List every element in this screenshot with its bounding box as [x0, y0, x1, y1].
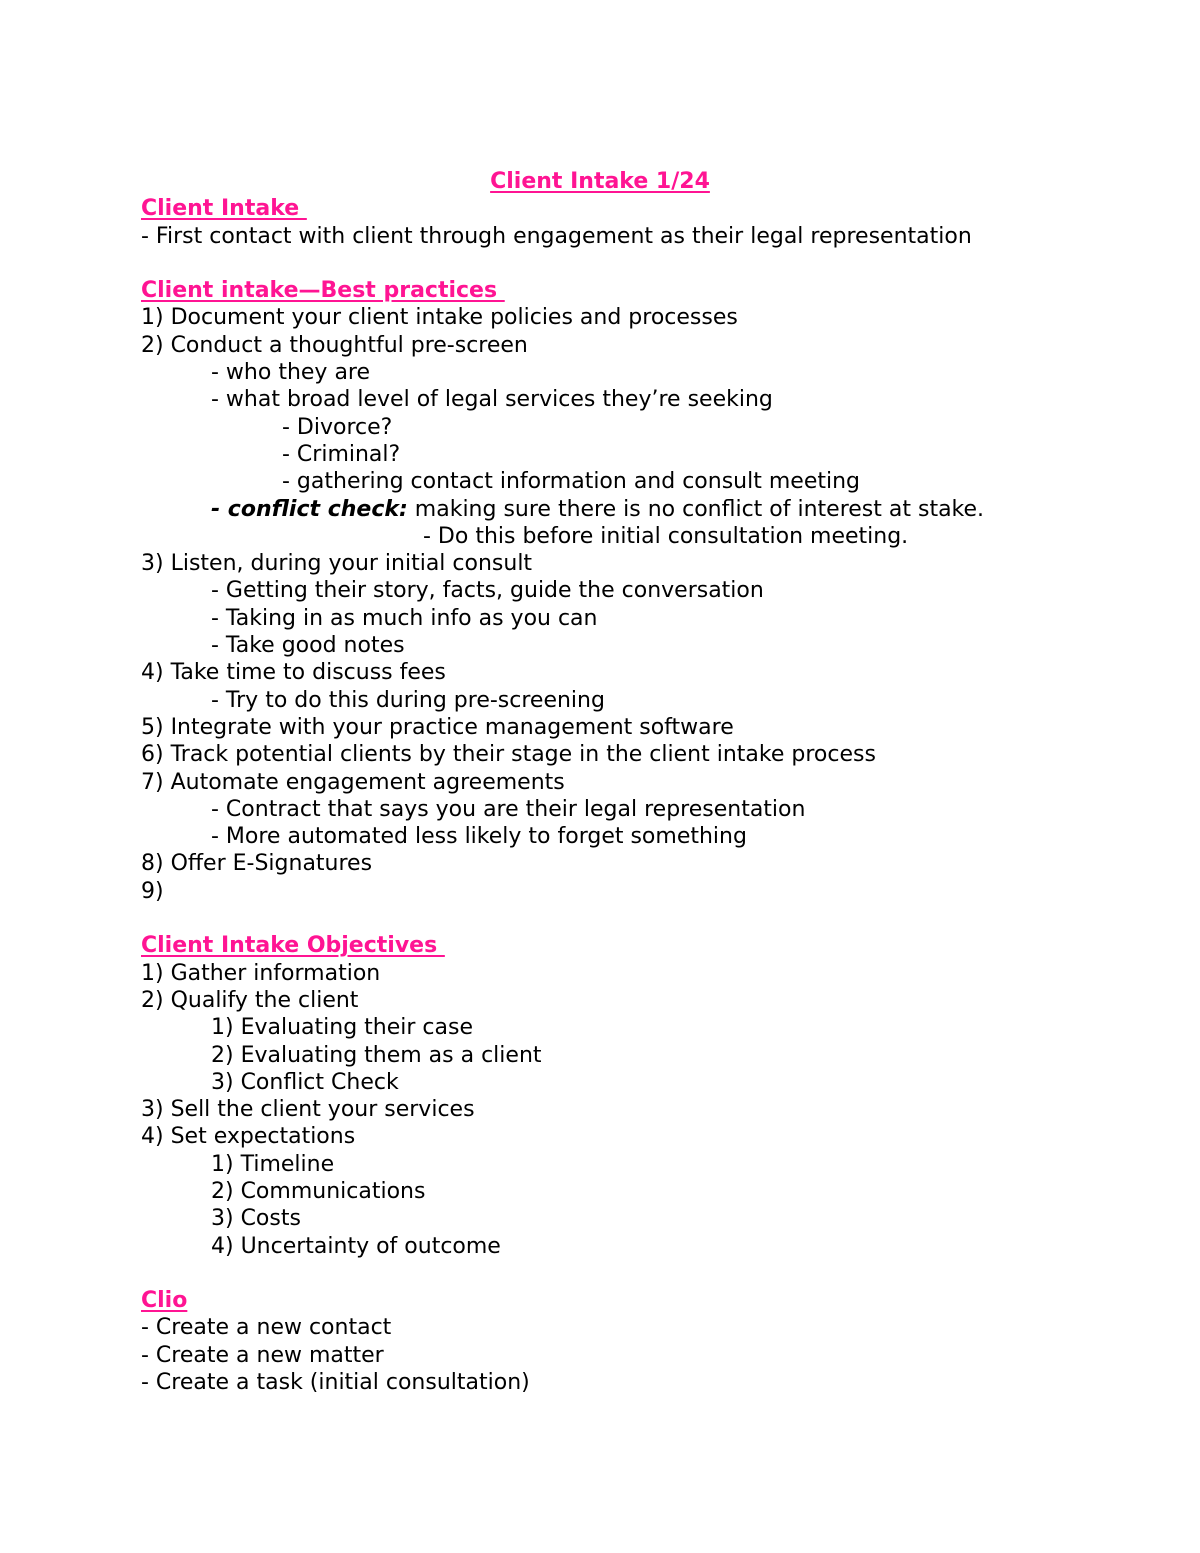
list-item: - Do this before initial consultation meeting. [423, 523, 909, 549]
spacer [141, 1260, 1100, 1287]
list-item: - what broad level of legal services they’re seeking [211, 387, 773, 413]
page-title: Client Intake 1/24 [490, 169, 710, 194]
list-item: - gathering contact information and consult meeting [282, 469, 860, 495]
section-heading-client-intake: Client Intake [141, 196, 307, 222]
list-item: 2) Communications [211, 1178, 426, 1204]
list-item: 5) Integrate with your practice management software [141, 714, 734, 740]
list-item: - First contact with client through engagement as their legal representation [141, 223, 972, 249]
list-item: 4) Uncertainty of outcome [211, 1233, 501, 1259]
list-item: 3) Sell the client your services [141, 1097, 475, 1123]
spacer [141, 250, 1100, 277]
list-item: 1) Timeline [211, 1151, 335, 1177]
section-heading-best-practices: Client intake—Best practices [141, 278, 505, 304]
list-item: 3) Conflict Check [211, 1069, 399, 1095]
list-item: 3) Listen, during your initial consult [141, 551, 533, 577]
list-item: - Getting their story, facts, guide the conversation [211, 578, 764, 604]
section-heading-clio: Clio [141, 1288, 188, 1314]
list-item: 4) Set expectations [141, 1124, 356, 1150]
list-item: 8) Offer E-Signatures [141, 851, 373, 877]
spacer [141, 905, 1100, 932]
list-item: 1) Evaluating their case [211, 1015, 473, 1041]
list-item: 6) Track potential clients by their stage in the client intake process [141, 742, 876, 768]
list-item: 7) Automate engagement agreements [141, 769, 565, 795]
list-item: 9) [141, 878, 164, 904]
list-item: 1) Gather information [141, 960, 381, 986]
conflict-check-label: conflict check: [227, 496, 408, 522]
list-item: - Take good notes [211, 633, 405, 659]
list-item: 2) Conduct a thoughtful pre-screen [141, 332, 528, 358]
conflict-check-text: making sure there is no conflict of interest at stake. [407, 496, 985, 522]
list-item: 2) Qualify the client [141, 987, 359, 1013]
list-item: 1) Document your client intake policies and processes [141, 305, 738, 331]
list-item: - Criminal? [282, 441, 401, 467]
list-item: - Create a task (initial consultation) [141, 1370, 530, 1396]
list-item: - Contract that says you are their legal representation [211, 796, 806, 822]
list-item: - who they are [211, 360, 371, 386]
list-item: 2) Evaluating them as a client [211, 1042, 542, 1068]
list-item: - Create a new contact [141, 1315, 392, 1341]
list-item: - Try to do this during pre-screening [211, 687, 605, 713]
list-item: 4) Take time to discuss fees [141, 660, 446, 686]
conflict-check-item [141, 496, 1100, 523]
list-item: - Taking in as much info as you can [211, 605, 598, 631]
list-item: - Divorce? [282, 414, 393, 440]
list-item: - Create a new matter [141, 1342, 384, 1368]
list-item: 3) Costs [211, 1206, 301, 1232]
list-item: - More automated less likely to forget something [211, 824, 747, 850]
section-heading-objectives: Client Intake Objectives [141, 933, 445, 959]
conflict-dash: - [211, 496, 228, 522]
